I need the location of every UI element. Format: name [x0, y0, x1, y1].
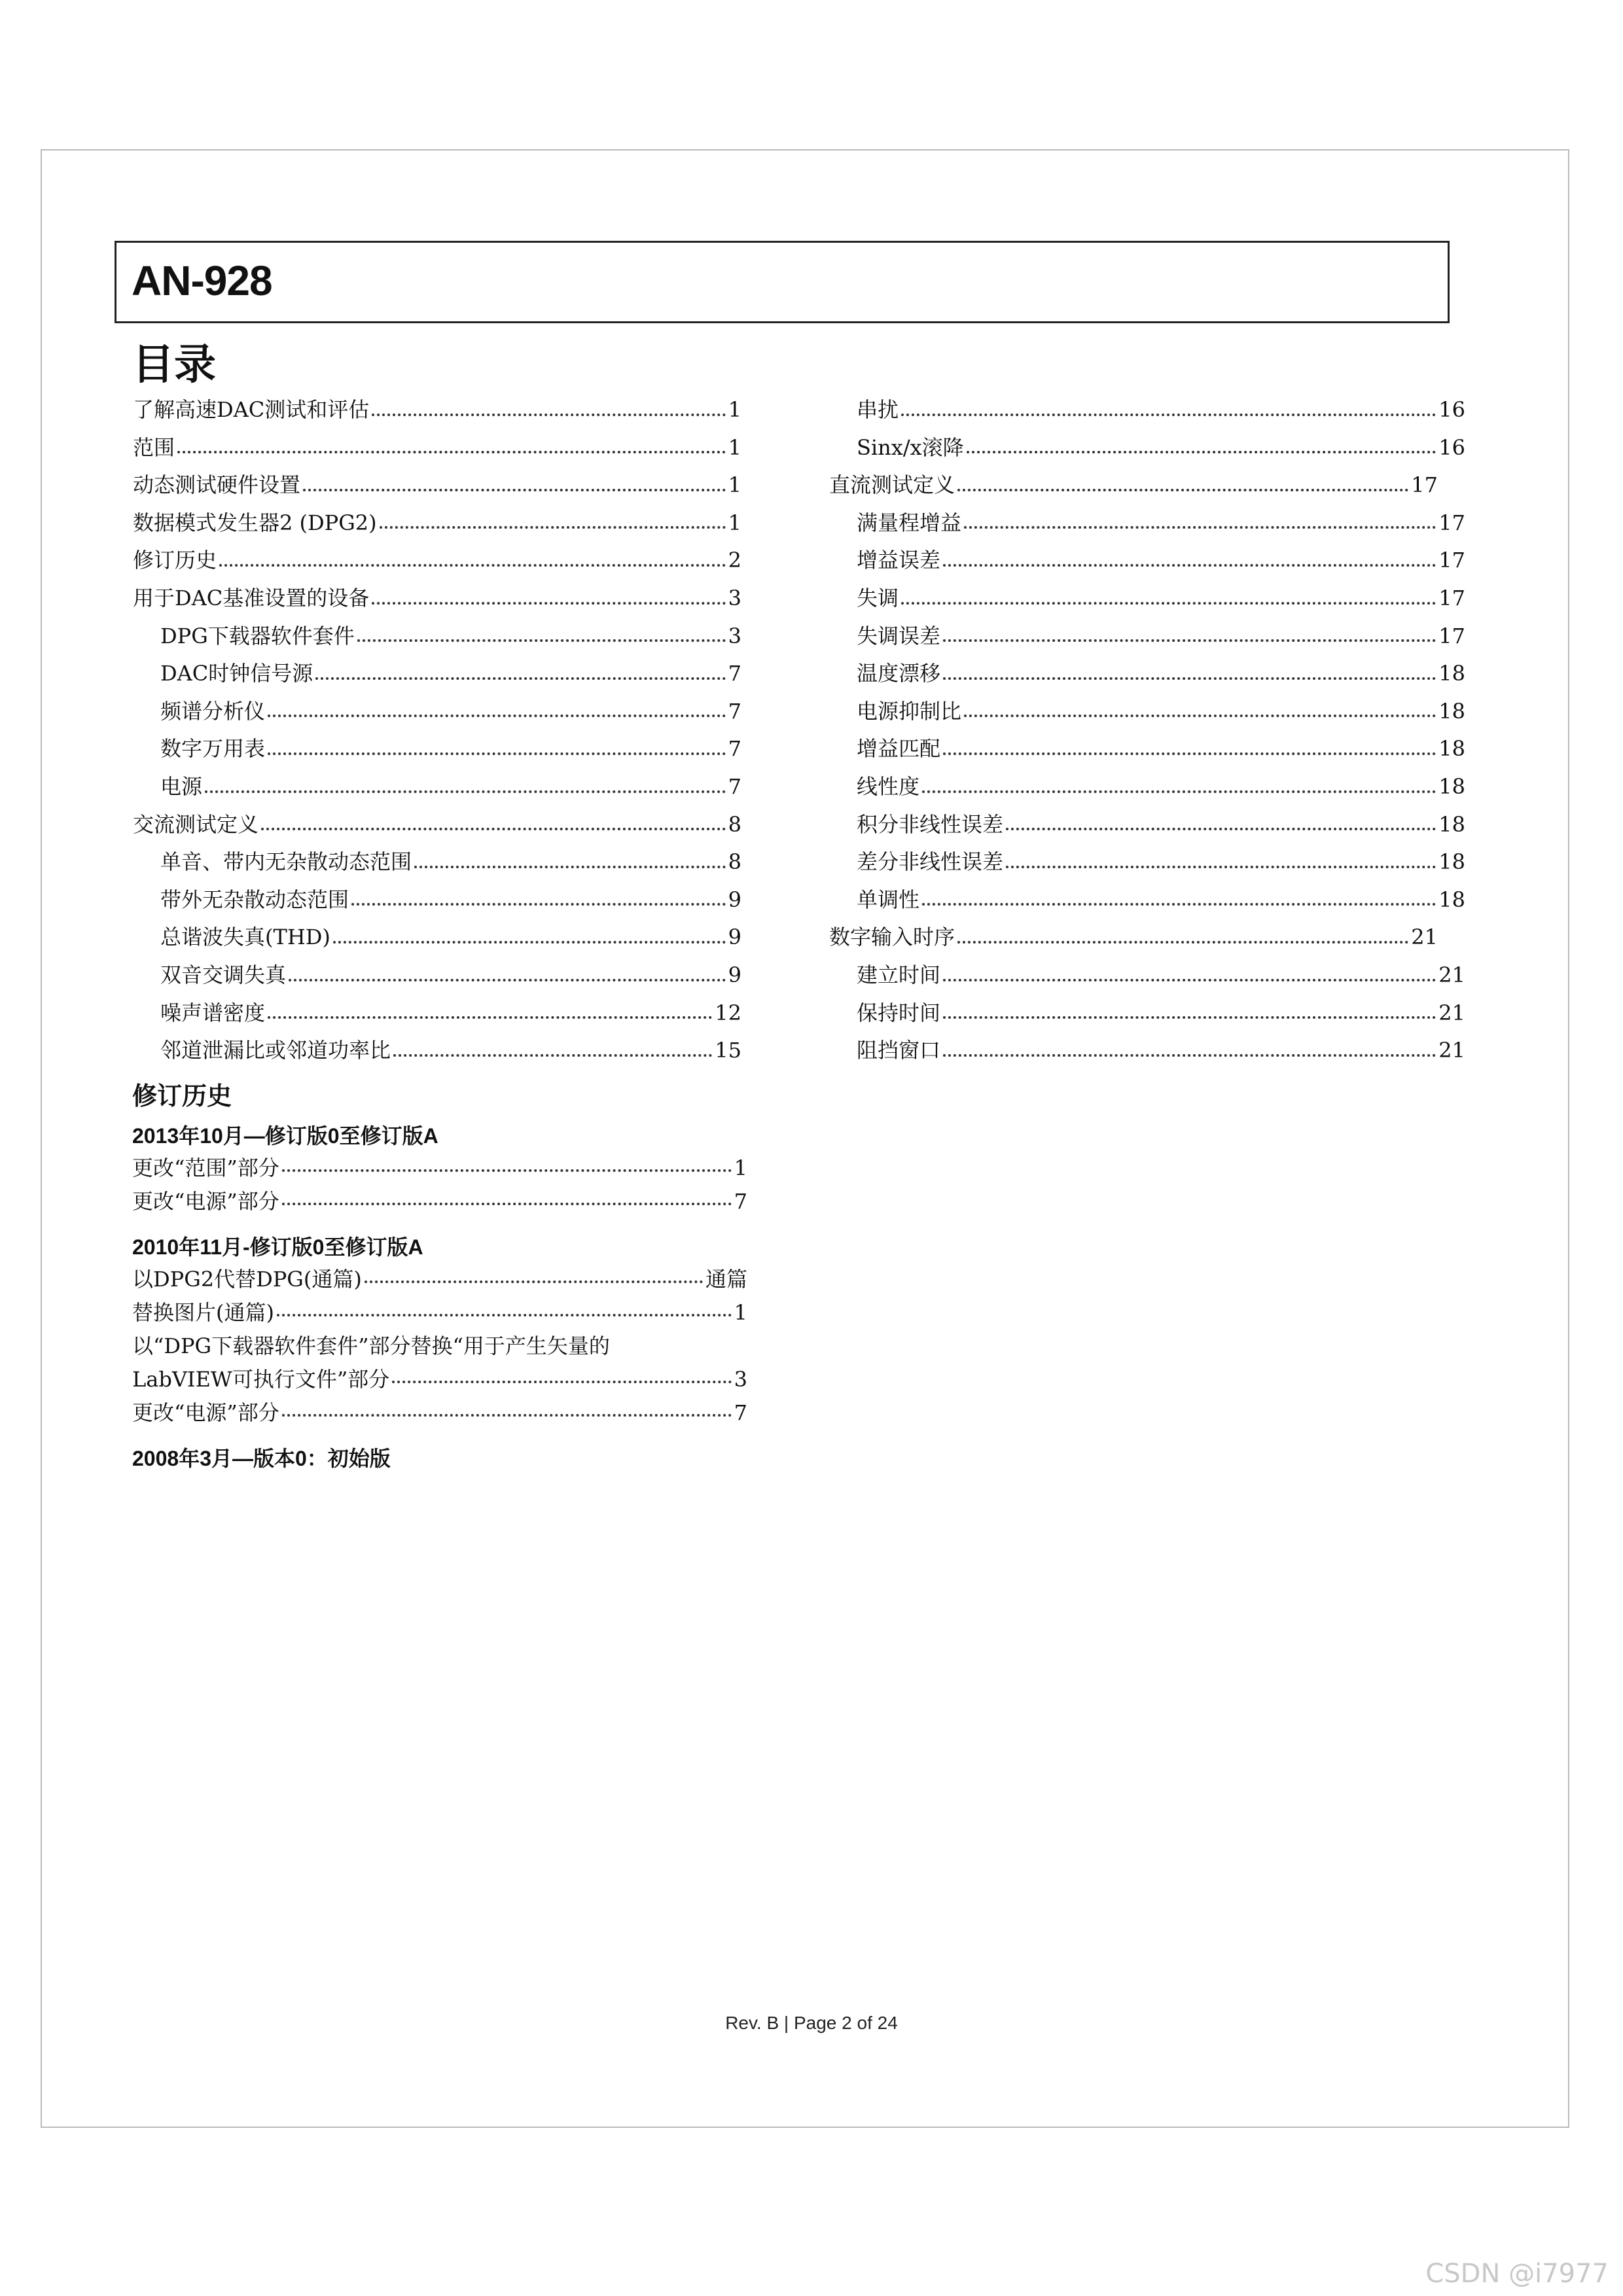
toc-entry-page: 15 — [715, 1038, 741, 1063]
toc-entry[interactable] — [829, 580, 1465, 618]
toc-entry-label: 单音、带内无杂散动态范围 — [160, 849, 412, 875]
toc-entry-page: 18 — [1438, 698, 1465, 724]
toc-entry-page: 3 — [728, 623, 741, 648]
dot-leader — [943, 631, 1436, 642]
toc-entry[interactable] — [829, 655, 1465, 693]
toc-entry-label: 修订历史 — [133, 548, 217, 573]
dot-leader — [333, 933, 726, 944]
dot-leader — [901, 594, 1436, 605]
toc-entry-page: 7 — [728, 698, 741, 724]
toc-entry-page: 17 — [1411, 472, 1438, 498]
revision-group — [132, 1120, 747, 1218]
toc-entry-page: 21 — [1411, 925, 1438, 950]
revision-entry-label: 更改“电源”部分 — [132, 1189, 279, 1214]
toc-entry[interactable] — [133, 580, 741, 618]
toc-entry[interactable] — [133, 957, 741, 995]
toc-entry-label: 频谱分析仪 — [160, 698, 266, 724]
toc-entry-label: 增益匹配 — [857, 736, 941, 762]
toc-entry[interactable] — [829, 806, 1465, 844]
revision-history — [132, 1084, 747, 1474]
dot-leader — [315, 669, 725, 680]
toc-entry-label: 直流测试定义 — [829, 472, 955, 498]
revision-group — [132, 1443, 747, 1474]
toc-entry[interactable] — [829, 957, 1465, 995]
dot-leader — [967, 443, 1436, 453]
toc-entry-page: 18 — [1438, 661, 1465, 686]
dot-leader — [277, 1306, 732, 1316]
toc-entry-page: 9 — [728, 887, 741, 912]
revision-entry-page: 7 — [734, 1400, 747, 1425]
dot-leader — [943, 669, 1436, 680]
dot-leader — [303, 481, 726, 491]
toc-entry-label: 满量程增益 — [857, 510, 962, 535]
toc-entry[interactable] — [133, 919, 741, 957]
page-footer: Rev. B | Page 2 of 24 — [725, 2013, 898, 2033]
revision-entry — [132, 1396, 747, 1430]
dot-leader — [380, 518, 726, 529]
toc-entry[interactable] — [133, 542, 741, 580]
toc-entry-label: 噪声谱密度 — [160, 1000, 266, 1025]
revision-entry-label: 更改“电源”部分 — [132, 1400, 279, 1425]
toc-entry-label: DPG下载器软件套件 — [160, 623, 355, 648]
dot-leader — [357, 631, 726, 642]
dot-leader — [282, 1195, 732, 1205]
toc-entry-page: 21 — [1438, 962, 1465, 987]
toc-entry-label: 动态测试硬件设置 — [133, 472, 301, 498]
revision-entry-label: 以DPG2代替DPG(通篇) — [132, 1267, 362, 1292]
toc-entry-page: 9 — [728, 925, 741, 950]
toc-entry-label: 范围 — [133, 434, 175, 460]
revision-date: 2010年11月-修订版0至修订版A — [132, 1235, 423, 1259]
toc-entry[interactable] — [133, 768, 741, 806]
dot-leader — [268, 707, 726, 717]
revision-entry — [132, 1185, 747, 1218]
dot-leader — [393, 1046, 712, 1057]
toc-entry-page: 12 — [715, 1000, 741, 1025]
toc-entry-label: 带外无杂散动态范围 — [160, 887, 349, 912]
toc-entry[interactable] — [829, 693, 1465, 731]
revision-group — [132, 1231, 747, 1430]
toc-entry[interactable] — [133, 467, 741, 504]
toc-entry-page: 21 — [1438, 1000, 1465, 1025]
dot-leader — [268, 1008, 712, 1019]
toc-entry-page: 7 — [728, 661, 741, 686]
dot-leader — [351, 895, 726, 906]
revision-entry-text: 以“DPG下载器软件套件”部分替换“用于产生矢量的 — [132, 1333, 610, 1358]
toc-entry[interactable] — [829, 429, 1465, 467]
toc-entry-page: 1 — [728, 397, 741, 422]
toc-entry[interactable] — [829, 843, 1465, 881]
toc-entry-page: 18 — [1438, 887, 1465, 912]
toc-entry-page: 17 — [1438, 585, 1465, 610]
toc-entry-label: 串扰 — [857, 397, 899, 422]
revision-entry-page: 1 — [734, 1300, 747, 1325]
revision-entry — [132, 1263, 747, 1296]
revision-entry — [132, 1152, 747, 1185]
toc-entry-page: 3 — [728, 585, 741, 610]
dot-leader — [205, 783, 726, 793]
watermark: CSDN @i7977 — [1425, 2259, 1609, 2289]
toc-entry-label: 保持时间 — [857, 1000, 941, 1025]
toc-entry-label: 失调 — [857, 585, 899, 610]
toc-entry-page: 9 — [728, 962, 741, 987]
toc-entry-label: 数据模式发生器2 (DPG2) — [133, 510, 377, 535]
toc-entry-page: 18 — [1438, 736, 1465, 762]
toc-entry-page: 16 — [1438, 434, 1465, 460]
toc-entry-label: 积分非线性误差 — [857, 811, 1004, 837]
toc-entry-label: 阻挡窗口 — [857, 1038, 941, 1063]
toc-entry[interactable] — [133, 618, 741, 656]
toc-entry-label: DAC时钟信号源 — [160, 661, 313, 686]
toc-entry-page: 18 — [1438, 811, 1465, 837]
toc-entry-page: 1 — [728, 434, 741, 460]
toc-entry[interactable] — [133, 655, 741, 693]
dot-leader — [1006, 858, 1436, 868]
dot-leader — [943, 745, 1436, 755]
toc-entry[interactable] — [829, 919, 1438, 957]
dot-leader — [219, 556, 726, 567]
dot-leader — [922, 783, 1436, 793]
toc-title: 目录 — [132, 341, 216, 389]
dot-leader — [943, 1046, 1436, 1057]
toc-entry-label: 总谐波失真(THD) — [160, 925, 330, 950]
toc-entry-label: 增益误差 — [857, 548, 941, 573]
toc-entry[interactable] — [829, 881, 1465, 919]
toc-entry-label: 双音交调失真 — [160, 962, 287, 987]
dot-leader — [1006, 820, 1436, 830]
toc-entry-label: 温度漂移 — [857, 661, 941, 686]
dot-leader — [372, 406, 725, 416]
toc-entry-label: 建立时间 — [857, 962, 941, 987]
toc-entry-page: 18 — [1438, 849, 1465, 875]
toc-entry[interactable] — [133, 881, 741, 919]
revision-entry-page: 7 — [734, 1189, 747, 1214]
toc-entry[interactable] — [133, 843, 741, 881]
dot-leader — [365, 1273, 703, 1283]
dot-leader — [392, 1373, 731, 1383]
revision-entry-label: 替换图片(通篇) — [132, 1300, 274, 1325]
toc-entry-label: 单调性 — [857, 887, 920, 912]
toc-entry-label: 交流测试定义 — [133, 811, 259, 837]
revision-entry-label: 更改“范围”部分 — [132, 1156, 279, 1180]
toc-entry[interactable] — [133, 504, 741, 542]
toc-entry[interactable] — [133, 995, 741, 1033]
toc-entry-label: 数字万用表 — [160, 736, 266, 762]
toc-entry[interactable] — [133, 730, 741, 768]
toc-entry[interactable] — [829, 995, 1465, 1033]
toc-entry-label: 电源 — [160, 773, 203, 799]
document-header — [115, 241, 1450, 323]
toc-entry[interactable] — [133, 806, 741, 844]
revision-entry-page: 3 — [734, 1367, 747, 1392]
dot-leader — [414, 858, 726, 868]
revision-entry-label: LabVIEW可执行文件”部分 — [132, 1367, 390, 1392]
revision-history-title: 修订历史 — [132, 1082, 232, 1110]
dot-leader — [901, 406, 1436, 416]
toc-entry-label: 用于DAC基准设置的设备 — [133, 585, 370, 610]
toc-entry-page: 7 — [728, 736, 741, 762]
toc-entry[interactable] — [829, 542, 1465, 580]
revision-entry — [132, 1296, 747, 1330]
toc-entry-label: 了解高速DAC测试和评估 — [133, 397, 370, 422]
dot-leader — [964, 707, 1436, 717]
dot-leader — [282, 1406, 732, 1417]
revision-date: 2013年10月—修订版0至修订版A — [132, 1124, 438, 1148]
revision-entry-page: 通篇 — [705, 1267, 747, 1292]
toc-entry-page: 16 — [1438, 397, 1465, 422]
toc-entry-page: 17 — [1438, 548, 1465, 573]
toc-entry[interactable] — [133, 693, 741, 731]
dot-leader — [282, 1161, 732, 1172]
toc-entry-label: Sinx/x滚降 — [857, 434, 964, 460]
toc-entry[interactable] — [829, 504, 1465, 542]
dot-leader — [372, 594, 725, 605]
toc-entry[interactable] — [829, 391, 1465, 429]
dot-leader — [261, 820, 726, 830]
toc-entry-page: 7 — [728, 773, 741, 799]
dot-leader — [289, 971, 726, 981]
toc-entry-label: 数字输入时序 — [829, 925, 955, 950]
dot-leader — [964, 518, 1436, 529]
dot-leader — [943, 556, 1436, 567]
toc-entry[interactable] — [829, 768, 1465, 806]
toc-entry[interactable] — [829, 618, 1465, 656]
toc-entry-page: 18 — [1438, 773, 1465, 799]
toc-entry[interactable] — [133, 429, 741, 467]
dot-leader — [957, 933, 1408, 944]
toc-entry-page: 1 — [728, 472, 741, 498]
toc-entry-page: 17 — [1438, 623, 1465, 648]
toc-entry-label: 线性度 — [857, 773, 920, 799]
toc-entry-label: 失调误差 — [857, 623, 941, 648]
toc-entry-page: 17 — [1438, 510, 1465, 535]
dot-leader — [268, 745, 726, 755]
toc-entry[interactable] — [829, 730, 1465, 768]
toc-entry-label: 邻道泄漏比或邻道功率比 — [160, 1038, 391, 1063]
toc-entry[interactable] — [133, 1032, 741, 1070]
document-id: AN-928 — [132, 257, 272, 304]
toc-entry-page: 8 — [728, 849, 741, 875]
toc-entry[interactable] — [829, 1032, 1465, 1070]
toc-entry-page: 2 — [728, 548, 741, 573]
toc-entry-page: 8 — [728, 811, 741, 837]
dot-leader — [943, 971, 1436, 981]
revision-entry-page: 1 — [734, 1156, 747, 1180]
toc-entry-page: 21 — [1438, 1038, 1465, 1063]
toc-entry-label: 差分非线性误差 — [857, 849, 1004, 875]
dot-leader — [943, 1008, 1436, 1019]
toc-entry[interactable] — [133, 391, 741, 429]
revision-date: 2008年3月—版本0：初始版 — [132, 1447, 391, 1470]
toc-left-column — [133, 391, 741, 1070]
toc-right-column — [829, 391, 1623, 1070]
toc-entry-page: 1 — [728, 510, 741, 535]
revision-entry — [132, 1363, 747, 1396]
dot-leader — [922, 895, 1436, 906]
dot-leader — [177, 443, 726, 453]
dot-leader — [957, 481, 1408, 491]
toc-entry-label: 电源抑制比 — [857, 698, 962, 724]
toc-entry[interactable] — [829, 467, 1438, 504]
